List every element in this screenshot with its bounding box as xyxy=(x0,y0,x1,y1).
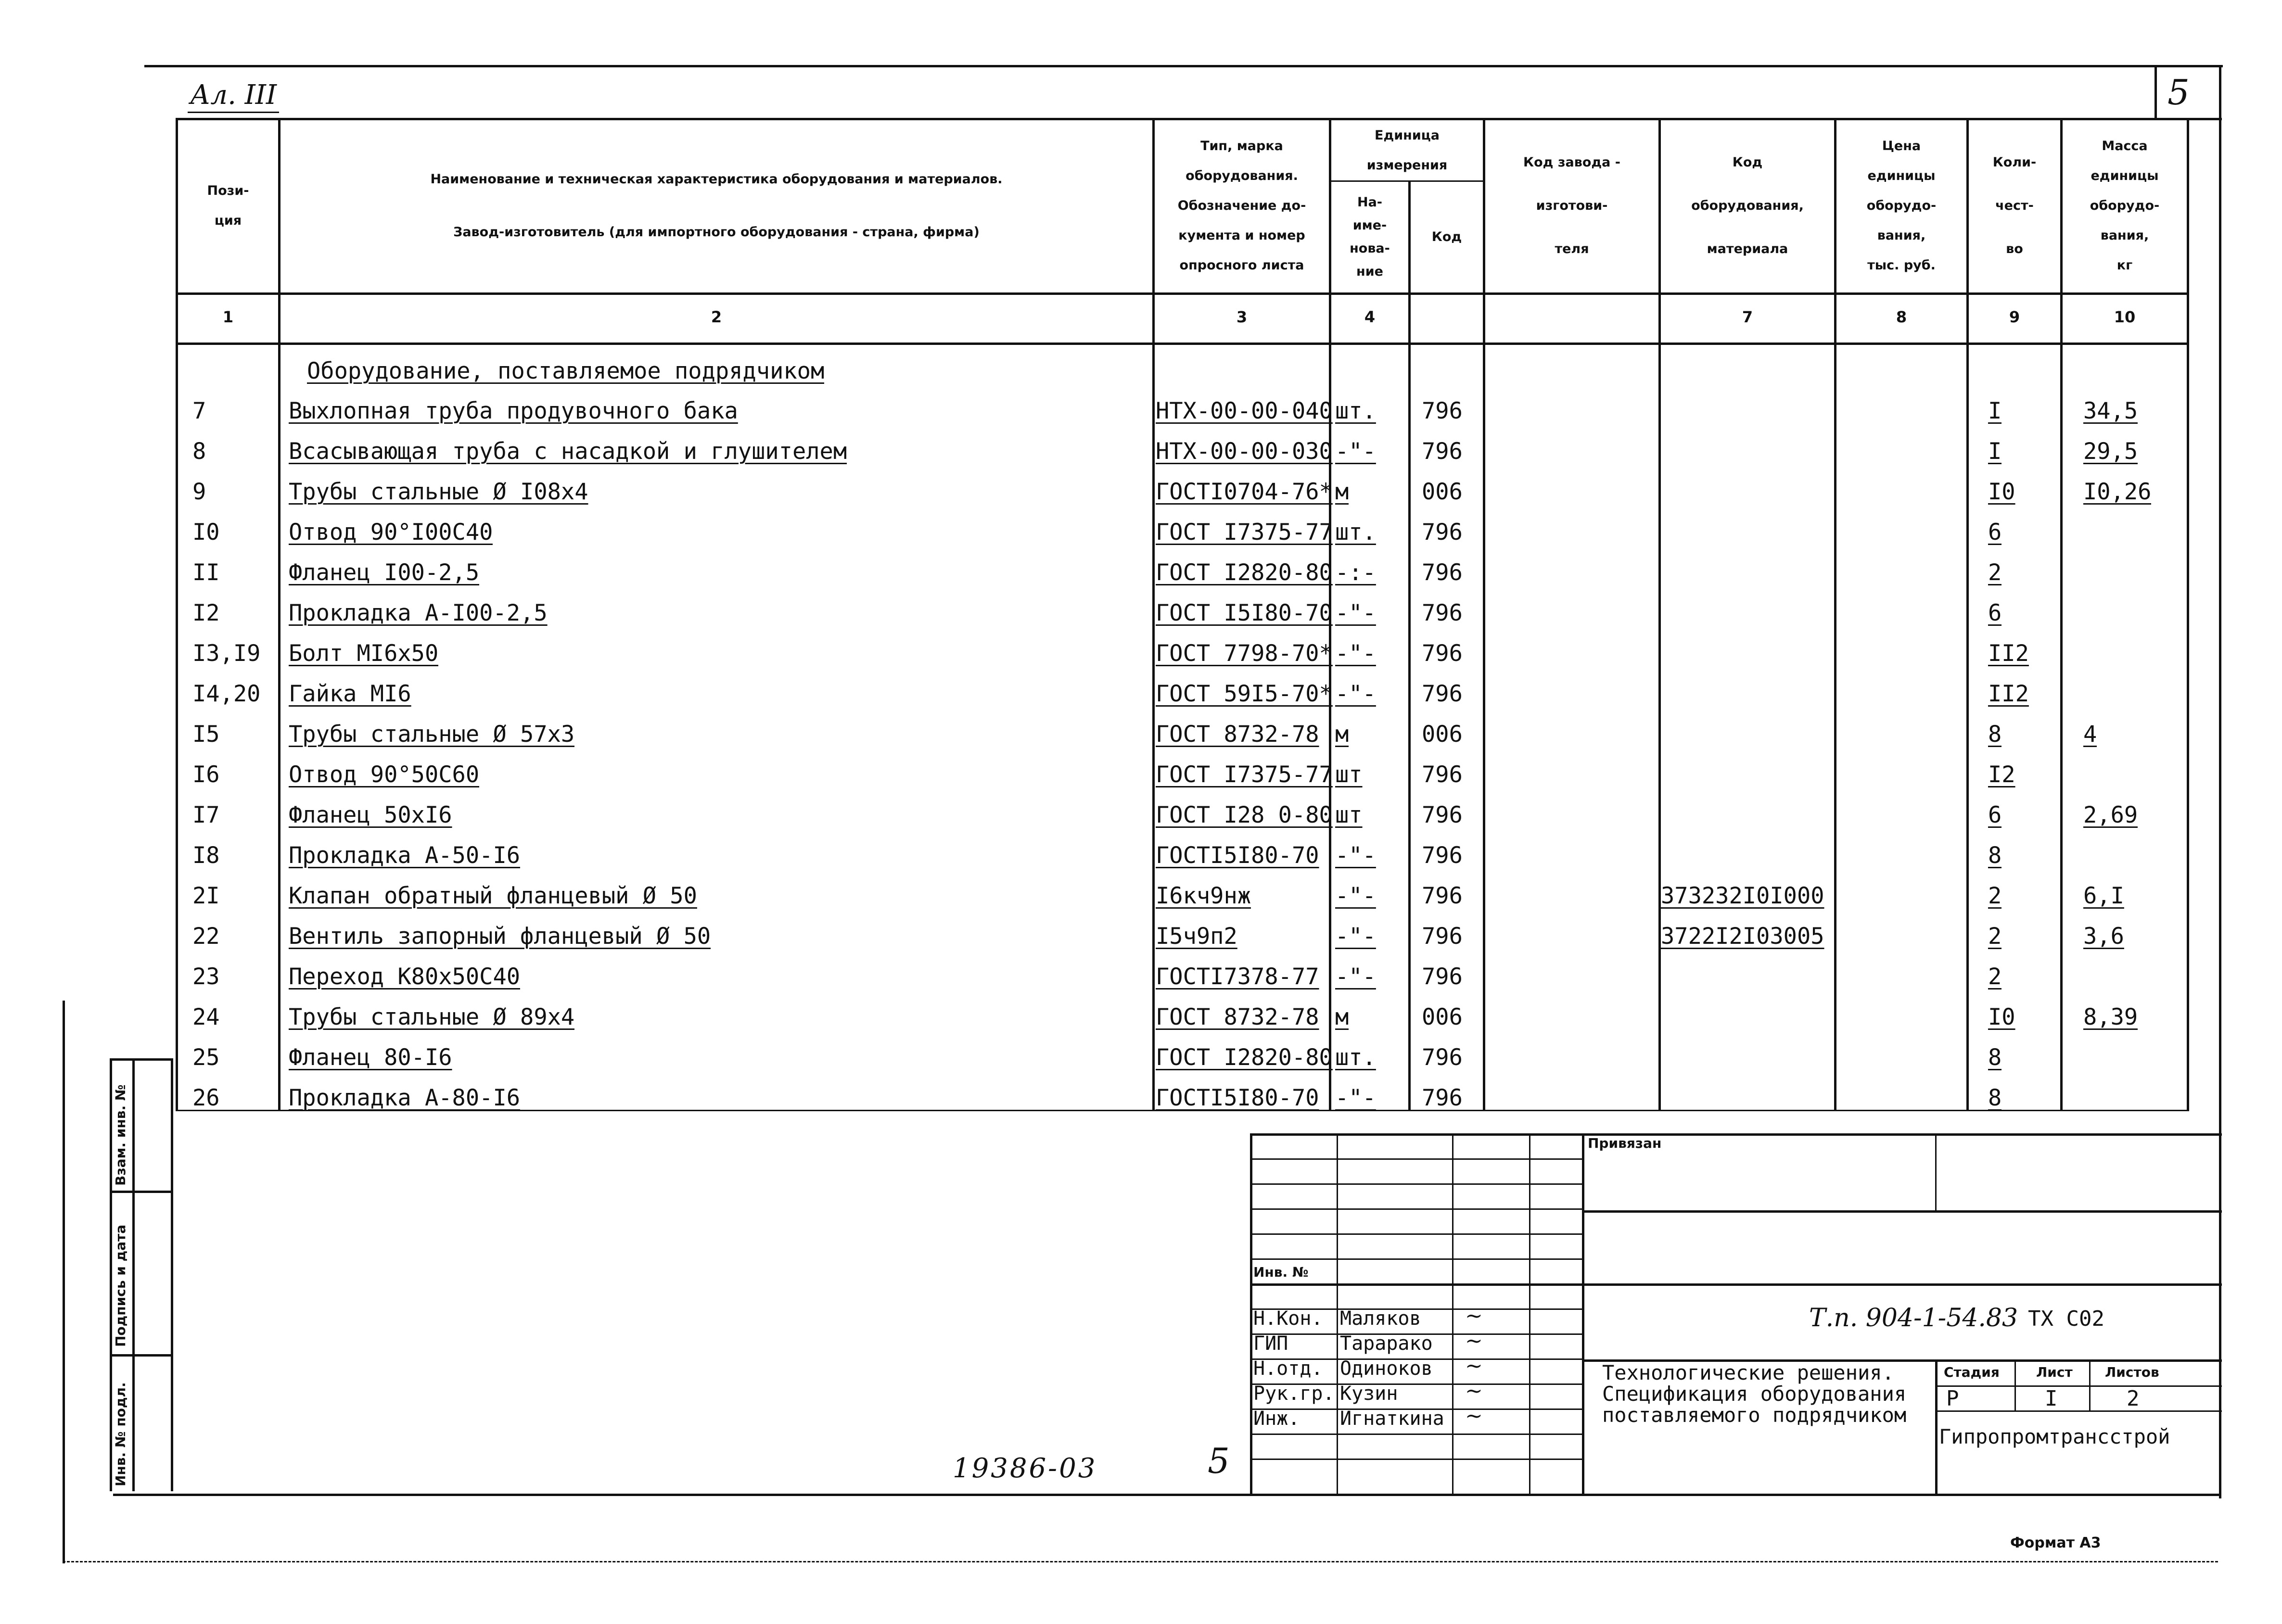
row-name: Гайка MI6 xyxy=(289,681,411,707)
left-binding-line xyxy=(63,1001,65,1563)
row-name: Прокладка А-80-I6 xyxy=(289,1085,521,1111)
stamp-line-1 xyxy=(110,1058,112,1491)
stamp-inv-podl: Инв. № подл. xyxy=(113,1382,128,1486)
top-border xyxy=(144,65,2223,67)
row-unit: -"- xyxy=(1335,923,1376,950)
stamp-div-1 xyxy=(110,1191,172,1193)
row-mass: 8,39 xyxy=(2083,1004,2138,1030)
sheet-value: I xyxy=(2045,1386,2058,1411)
tb-grid-3 xyxy=(1250,1208,1582,1210)
row-name: Фланец I00-2,5 xyxy=(289,559,480,586)
header-unit-code: Код xyxy=(1431,229,1462,244)
row-doc: ГОСТ 59I5-70* xyxy=(1156,681,1333,707)
row-unit: м xyxy=(1335,479,1349,505)
row-qty: 2 xyxy=(1988,964,2002,990)
signature-scribble: ~ xyxy=(1465,1304,1483,1328)
header-name: Наименование и техническая характеристика оборудования и материалов. Завод-изготовитель (для импортного оборудования - страна, фирма) xyxy=(430,171,1003,240)
section-title: Оборудование, поставляемое подрядчиком xyxy=(307,358,825,384)
colnum-4: 4 xyxy=(1364,308,1376,326)
col-line-10 xyxy=(2187,118,2189,1111)
archive-number: 19386-03 xyxy=(953,1453,1097,1484)
row-code: 796 xyxy=(1422,923,1463,950)
stamp-line-2 xyxy=(132,1058,135,1491)
org-name: Гипропромтрансстрой xyxy=(1939,1425,2170,1448)
row-qty: I0 xyxy=(1988,479,2015,505)
stamp-div-2 xyxy=(110,1354,172,1357)
signer-name: Игнаткина xyxy=(1340,1408,1444,1430)
header-qty: Коли- чест- во xyxy=(1992,154,2037,256)
stage-value: Р xyxy=(1946,1386,1959,1411)
row-pos: 9 xyxy=(192,479,206,505)
stage-label: Стадия xyxy=(1944,1364,2000,1380)
row-code: 796 xyxy=(1422,1044,1463,1071)
row-qty: 8 xyxy=(1988,842,2002,869)
signer-name: Тарарако xyxy=(1340,1332,1433,1355)
row-mass: 6,I xyxy=(2083,883,2124,909)
header-unit-name: На- име- нова- ние xyxy=(1350,194,1390,279)
row-code: 796 xyxy=(1422,681,1463,707)
row-pos: I5 xyxy=(192,721,220,748)
row-code: 796 xyxy=(1422,640,1463,667)
row-qty: I xyxy=(1988,438,2002,465)
sheets-label: Листов xyxy=(2105,1364,2159,1380)
tb-left xyxy=(1250,1133,1252,1494)
row-mass: 4 xyxy=(2083,721,2097,748)
colnum-8: 8 xyxy=(1896,308,1907,326)
tb-h-stage-val xyxy=(1935,1410,2222,1412)
tb-h-code xyxy=(1582,1283,2222,1286)
row-unit: шт xyxy=(1335,802,1363,828)
row-qty: I xyxy=(1988,398,2002,424)
row-doc: НТХ-00-00-030 xyxy=(1156,438,1333,465)
row-qty: 8 xyxy=(1988,721,2002,748)
row-name: Отвод 90°50C60 xyxy=(289,761,480,788)
header-pos: Пози- ция xyxy=(207,183,249,228)
signature-scribble: ~ xyxy=(1465,1379,1483,1403)
row-pos: 24 xyxy=(192,1004,220,1030)
row-name: Вентиль запорный фланцевый Ø 50 xyxy=(289,923,711,950)
row-pos: I4,20 xyxy=(192,681,261,707)
row-code: 796 xyxy=(1422,438,1463,465)
row-qty: 2 xyxy=(1988,883,2002,909)
signer-role: Инж. xyxy=(1253,1408,1300,1430)
row-doc: ГОСТ I2820-80 xyxy=(1156,1044,1333,1071)
row-code: 796 xyxy=(1422,883,1463,909)
header-equip-code: Код оборудования, материала xyxy=(1691,154,1804,256)
row-unit: -"- xyxy=(1335,681,1376,707)
tb-grid-2 xyxy=(1250,1183,1582,1185)
row-qty: 2 xyxy=(1988,923,2002,950)
signature-scribble: ~ xyxy=(1465,1354,1483,1378)
tb-grid-13 xyxy=(1250,1459,1582,1460)
row-doc: I5ч9п2 xyxy=(1156,923,1237,950)
row-pos: 8 xyxy=(192,438,206,465)
row-qty: I2 xyxy=(1988,761,2015,788)
sheets-value: 2 xyxy=(2127,1386,2140,1411)
row-qty: II2 xyxy=(1988,681,2029,707)
row-unit: м xyxy=(1335,721,1349,748)
row-unit: -"- xyxy=(1335,600,1376,626)
row-doc: ГОСТI0704-76* xyxy=(1156,479,1333,505)
row-qty: II2 xyxy=(1988,640,2029,667)
unit-group-divider xyxy=(1329,180,1483,182)
tb-v1 xyxy=(1337,1133,1338,1494)
row-qty: 2 xyxy=(1988,559,2002,586)
privyazan-label: Привязан xyxy=(1588,1135,1662,1151)
tb-h-privyazan xyxy=(1582,1210,2222,1213)
row-code: 006 xyxy=(1422,479,1463,505)
page-box-left xyxy=(2155,65,2157,118)
tb-v-sheet xyxy=(2089,1359,2091,1410)
signer-name: Одиноков xyxy=(1340,1358,1433,1380)
row-unit: шт. xyxy=(1335,519,1376,546)
row-equip-code: 3722I2I03005 xyxy=(1661,923,1824,950)
row-doc: ГОСТ I5I80-70 xyxy=(1156,600,1333,626)
header-type: Тип, марка оборудования. Обозначение до- кумента и номер опросного листа xyxy=(1177,138,1306,273)
row-qty: 6 xyxy=(1988,519,2002,546)
colnum-1: 1 xyxy=(222,308,234,326)
row-doc: НТХ-00-00-040 xyxy=(1156,398,1333,424)
tb-v3 xyxy=(1529,1133,1530,1494)
tb-grid-4 xyxy=(1250,1233,1582,1235)
header-mass: Масса единицы оборудо- вания, кг xyxy=(2090,138,2160,273)
colnum-9: 9 xyxy=(2009,308,2020,326)
stamp-line-3 xyxy=(171,1058,173,1491)
signer-name: Кузин xyxy=(1340,1383,1398,1405)
tb-grid-1 xyxy=(1250,1158,1582,1160)
row-code: 796 xyxy=(1422,964,1463,990)
row-doc: ГОСТ 8732-78 xyxy=(1156,1004,1319,1030)
colnum-7: 7 xyxy=(1742,308,1753,326)
row-pos: 23 xyxy=(192,964,220,990)
colnum-2: 2 xyxy=(711,308,722,326)
stamp-top xyxy=(110,1058,172,1061)
row-name: Отвод 90°I00C40 xyxy=(289,519,493,546)
row-doc: ГОСТI7378-77 xyxy=(1156,964,1319,990)
row-qty: 6 xyxy=(1988,802,2002,828)
row-mass: 34,5 xyxy=(2083,398,2138,424)
format-label: Формат А3 xyxy=(2010,1535,2101,1551)
row-code: 796 xyxy=(1422,802,1463,828)
signer-role: ГИП xyxy=(1253,1332,1288,1355)
row-pos: 25 xyxy=(192,1044,220,1071)
colnum-3: 3 xyxy=(1236,308,1248,326)
row-unit: -"- xyxy=(1335,842,1376,869)
header-unit-group: Единица измерения xyxy=(1366,127,1448,173)
row-name: Трубы стальные Ø I08x4 xyxy=(289,479,588,505)
signer-name: Маляков xyxy=(1340,1307,1421,1330)
row-doc: ГОСТ I2820-80 xyxy=(1156,559,1333,586)
row-pos: 2I xyxy=(192,883,220,909)
row-name: Прокладка А-50-I6 xyxy=(289,842,521,869)
signer-role: Н.Кон. xyxy=(1253,1307,1323,1330)
row-unit: -"- xyxy=(1335,1085,1376,1111)
tb-privyazan-split xyxy=(1935,1133,1937,1210)
row-pos: 26 xyxy=(192,1085,220,1111)
row-doc: ГОСТI5I80-70 xyxy=(1156,842,1319,869)
trim-line xyxy=(63,1561,2218,1562)
row-pos: I8 xyxy=(192,842,220,869)
tb-grid-5 xyxy=(1250,1258,1582,1260)
row-doc: ГОСТ 8732-78 xyxy=(1156,721,1319,748)
header-plant-code: Код завода - изготови- теля xyxy=(1523,154,1620,256)
row-doc: I6кч9нж xyxy=(1156,883,1251,909)
row-pos: I3,I9 xyxy=(192,640,261,667)
row-name: Всасывающая труба с насадкой и глушителем xyxy=(289,438,847,465)
row-doc: ГОСТ 7798-70* xyxy=(1156,640,1333,667)
row-unit: -"- xyxy=(1335,640,1376,667)
col-line-4 xyxy=(1408,180,1411,1111)
row-pos: I0 xyxy=(192,519,220,546)
row-unit: -:- xyxy=(1335,559,1376,586)
row-name: Болт MI6x50 xyxy=(289,640,439,667)
row-pos: I2 xyxy=(192,600,220,626)
row-name: Трубы стальные Ø 89x4 xyxy=(289,1004,575,1030)
row-unit: -"- xyxy=(1335,883,1376,909)
colnum-10: 10 xyxy=(2114,308,2136,326)
row-pos: I6 xyxy=(192,761,220,788)
bottom-border xyxy=(113,1494,2220,1496)
row-code: 006 xyxy=(1422,1004,1463,1030)
stamp-podpis: Подпись и дата xyxy=(113,1224,128,1347)
row-pos: II xyxy=(192,559,220,586)
doc-code: Т.п. 904-1-54.83 xyxy=(1809,1304,2018,1332)
row-unit: -"- xyxy=(1335,964,1376,990)
colnum-bottom xyxy=(176,343,2189,345)
row-doc: ГОСТ I7375-77 xyxy=(1156,519,1333,546)
tb-h-stage-label xyxy=(1935,1385,2222,1387)
row-qty: I0 xyxy=(1988,1004,2015,1030)
archive-page: 5 xyxy=(1208,1441,1230,1481)
row-doc: ГОСТ I28_0-80 xyxy=(1156,802,1333,828)
row-pos: 22 xyxy=(192,923,220,950)
row-mass: 29,5 xyxy=(2083,438,2138,465)
tb-top xyxy=(1250,1133,2222,1136)
row-qty: 8 xyxy=(1988,1044,2002,1071)
row-name: Клапан обратный фланцевый Ø 50 xyxy=(289,883,697,909)
row-mass: I0,26 xyxy=(2083,479,2152,505)
row-name: Трубы стальные Ø 57x3 xyxy=(289,721,575,748)
corner-mark: Ал. III xyxy=(190,79,277,111)
row-name: Переход К80x50C40 xyxy=(289,964,521,990)
row-name: Фланец 50xI6 xyxy=(289,802,452,828)
row-pos: I7 xyxy=(192,802,220,828)
tb-grid-12 xyxy=(1250,1434,1582,1435)
signature-scribble: ~ xyxy=(1465,1329,1483,1353)
row-doc: ГОСТ I7375-77 xyxy=(1156,761,1333,788)
row-code: 796 xyxy=(1422,842,1463,869)
tb-v-org xyxy=(1935,1359,1938,1494)
stamp-vzam: Взам. инв. № xyxy=(113,1084,128,1186)
row-code: 796 xyxy=(1422,559,1463,586)
tb-v4 xyxy=(1582,1133,1584,1494)
doc-title: Технологические решения. Спецификация оборудования поставляемого подрядчиком xyxy=(1602,1361,1907,1427)
row-qty: 8 xyxy=(1988,1085,2002,1111)
row-name: Выхлопная труба продувочного бака xyxy=(289,398,738,424)
sheet-label: Лист xyxy=(2036,1364,2073,1380)
tb-v2 xyxy=(1452,1133,1453,1494)
signer-role: Н.отд. xyxy=(1253,1358,1323,1380)
row-mass: 2,69 xyxy=(2083,802,2138,828)
row-code: 796 xyxy=(1422,761,1463,788)
row-code: 796 xyxy=(1422,398,1463,424)
row-equip-code: 373232I0I000 xyxy=(1661,883,1824,909)
row-code: 796 xyxy=(1422,1085,1463,1111)
row-mass: 3,6 xyxy=(2083,923,2124,950)
signature-scribble: ~ xyxy=(1465,1404,1483,1428)
row-unit: шт. xyxy=(1335,1044,1376,1071)
row-code: 006 xyxy=(1422,721,1463,748)
tb-v-stage xyxy=(2014,1359,2016,1410)
row-pos: 7 xyxy=(192,398,206,424)
row-unit: шт xyxy=(1335,761,1363,788)
header-price: Цена единицы оборудо- вания, тыс. руб. xyxy=(1866,138,1937,273)
row-name: Прокладка А-I00-2,5 xyxy=(289,600,548,626)
row-unit: шт. xyxy=(1335,398,1376,424)
page-number: 5 xyxy=(2167,72,2190,113)
signer-role: Рук.гр. xyxy=(1253,1383,1335,1405)
row-code: 796 xyxy=(1422,519,1463,546)
doc-suffix: ТХ С02 xyxy=(2028,1307,2104,1331)
inv-label: Инв. № xyxy=(1253,1264,1309,1280)
row-qty: 6 xyxy=(1988,600,2002,626)
row-name: Фланец 80-I6 xyxy=(289,1044,452,1071)
row-unit: -"- xyxy=(1335,438,1376,465)
tb-grid-6 xyxy=(1250,1283,1582,1286)
row-doc: ГОСТI5I80-70 xyxy=(1156,1085,1319,1111)
corner-mark-underline xyxy=(188,112,279,113)
row-unit: м xyxy=(1335,1004,1349,1030)
row-code: 796 xyxy=(1422,600,1463,626)
